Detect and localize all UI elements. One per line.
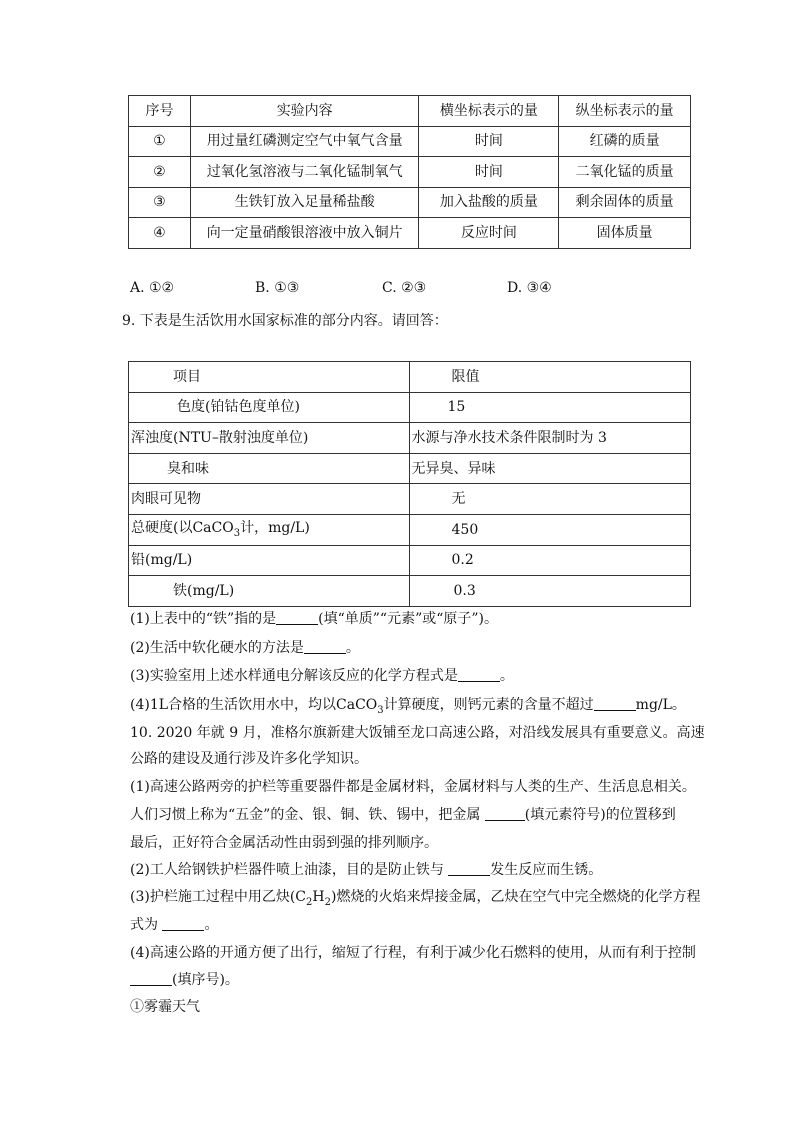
table-cell: 生铁钉放入足量稀盐酸 xyxy=(190,187,419,218)
table-row xyxy=(129,187,691,218)
q10-line-4 xyxy=(130,804,676,824)
table-row xyxy=(129,392,691,423)
text: (填元素符号)的位置移到 xyxy=(524,807,676,823)
q10-line-1: 10. 2020 年就 9 月，准格尔旗新建大饭铺至龙口高速公路，对沿线发展具有重要意义。高速 xyxy=(130,725,705,741)
table-header-row xyxy=(129,362,691,393)
subscript: 2 xyxy=(324,896,331,908)
table-cell: 二氧化锰的质量 xyxy=(559,157,691,188)
table-cell: 固体质量 xyxy=(559,218,691,249)
answer-blank xyxy=(276,610,318,625)
answer-blank xyxy=(485,806,525,821)
header-cell: 横坐标表示的量 xyxy=(419,96,559,127)
q10-line-8 xyxy=(130,914,218,934)
table-cell: 加入盐酸的质量 xyxy=(419,187,559,218)
header-cell: 实验内容 xyxy=(190,96,419,127)
table-row xyxy=(129,126,691,157)
table-cell: 过氧化氢溶液与二氧化锰制氧气 xyxy=(190,157,419,188)
subscript: 3 xyxy=(377,704,384,716)
text: )燃烧的火焰来焊接金属，乙炔在空气中完全燃烧的化学方程 xyxy=(330,889,701,905)
text: 人们习惯上称为“五金”的金、银、铜、铁、锡中，把金属 xyxy=(130,807,485,823)
option-c: C. ②③ xyxy=(382,280,427,296)
text: (4)1L合格的生活饮用水中，均以CaCO xyxy=(130,697,378,713)
table-cell: 臭和味 xyxy=(129,453,410,484)
experiment-table xyxy=(128,95,691,249)
water-standard-table xyxy=(128,361,691,607)
table-cell xyxy=(129,514,410,545)
text: H xyxy=(312,889,325,905)
table-cell: 0.2 xyxy=(409,545,690,576)
table-cell: 450 xyxy=(409,514,690,545)
option-b: B. ①③ xyxy=(255,280,300,296)
question-9-stem: 9. 下表是生活饮用水国家标准的部分内容。请回答： xyxy=(122,313,448,329)
text: 发生反应而生锈。 xyxy=(490,862,603,878)
text: (填“单质”“元素”或“原子”)。 xyxy=(318,611,499,627)
option-d: D. ③④ xyxy=(507,280,552,296)
table-row xyxy=(129,423,691,454)
table-row xyxy=(129,218,691,249)
table-cell: 铁(mg/L) xyxy=(129,576,410,607)
table-cell: 无 xyxy=(409,484,690,515)
text: 。 xyxy=(204,917,219,933)
q10-line-6 xyxy=(130,859,602,879)
subscript: 2 xyxy=(306,896,313,908)
table-cell: 反应时间 xyxy=(419,218,559,249)
table-row xyxy=(129,545,691,576)
text: (填序号)。 xyxy=(172,972,239,988)
table-row xyxy=(129,576,691,607)
text: 。 xyxy=(499,668,514,684)
header-cell: 纵坐标表示的量 xyxy=(559,96,691,127)
cell-text: 计，mg/L) xyxy=(240,519,310,536)
q9-sub-4 xyxy=(130,694,686,716)
answer-blank xyxy=(130,971,172,986)
q10-line-2: 公路的建设及通行涉及许多化学知识。 xyxy=(130,751,368,767)
table-cell: ② xyxy=(129,157,191,188)
answer-blank xyxy=(458,667,500,682)
q9-sub-2 xyxy=(130,637,360,657)
header-cell: 限值 xyxy=(409,362,690,393)
table-cell: ① xyxy=(129,126,191,157)
table-cell: 0.3 xyxy=(409,576,690,607)
option-a: A. ①② xyxy=(130,280,175,296)
table-row xyxy=(129,514,691,545)
table-row xyxy=(129,484,691,515)
table-cell: 剩余固体的质量 xyxy=(559,187,691,218)
answer-blank xyxy=(162,916,204,931)
table-cell: 铅(mg/L) xyxy=(129,545,410,576)
answer-blank xyxy=(594,696,636,711)
text: (2)工人给钢铁护栏器件喷上油漆，目的是防止铁与 xyxy=(130,862,449,878)
text: (3)护栏施工过程中用乙炔(C xyxy=(130,889,307,905)
table-cell: 色度(铂钴色度单位) xyxy=(129,392,410,423)
header-cell: 序号 xyxy=(129,96,191,127)
table-cell: 向一定量硝酸银溶液中放入铜片 xyxy=(190,218,419,249)
text: (3)实验室用上述水样通电分解该反应的化学方程式是 xyxy=(130,668,458,684)
table-cell: 15 xyxy=(409,392,690,423)
answer-blank xyxy=(448,861,490,876)
q10-line-3: (1)高速公路两旁的护栏等重要器件都是金属材料，金属材料与人类的生产、生活息息相关。 xyxy=(130,779,696,795)
table-cell: ③ xyxy=(129,187,191,218)
table-cell: 水源与净水技术条件限制时为 3 xyxy=(409,423,690,454)
text: 计算硬度，则钙元素的含量不超过 xyxy=(383,697,594,713)
answer-blank xyxy=(304,639,346,654)
table-cell: 浑浊度(NTU–散射浊度单位) xyxy=(129,423,410,454)
table-cell: ④ xyxy=(129,218,191,249)
table-row xyxy=(129,157,691,188)
table-cell: 肉眼可见物 xyxy=(129,484,410,515)
subscript: 3 xyxy=(233,527,241,539)
q10-line-7 xyxy=(130,886,700,908)
table-cell: 时间 xyxy=(419,126,559,157)
q10-line-9: (4)高速公路的开通方便了出行，缩短了行程，有利于减少化石燃料的使用，从而有利于控制 xyxy=(130,945,696,961)
table-row xyxy=(129,453,691,484)
header-cell: 项目 xyxy=(129,362,410,393)
text: (2)生活中软化硬水的方法是 xyxy=(130,640,304,656)
q10-line-10 xyxy=(130,969,239,989)
table-cell: 时间 xyxy=(419,157,559,188)
text: mg/L。 xyxy=(635,697,686,713)
q9-sub-3 xyxy=(130,665,514,685)
table-cell: 红磷的质量 xyxy=(559,126,691,157)
table-cell: 用过量红磷测定空气中氧气含量 xyxy=(190,126,419,157)
table-header-row xyxy=(129,96,691,127)
table-cell: 无异臭、异味 xyxy=(409,453,690,484)
text: (1)上表中的“铁”指的是 xyxy=(130,611,277,627)
text: 式为 xyxy=(130,917,163,933)
q9-sub-1 xyxy=(130,608,498,628)
q10-line-11: ①雾霾天气 xyxy=(130,999,200,1015)
q10-line-5: 最后，正好符合金属活动性由弱到强的排列顺序。 xyxy=(130,835,438,851)
cell-text: 总硬度(以CaCO xyxy=(131,519,234,536)
text: 。 xyxy=(345,640,360,656)
